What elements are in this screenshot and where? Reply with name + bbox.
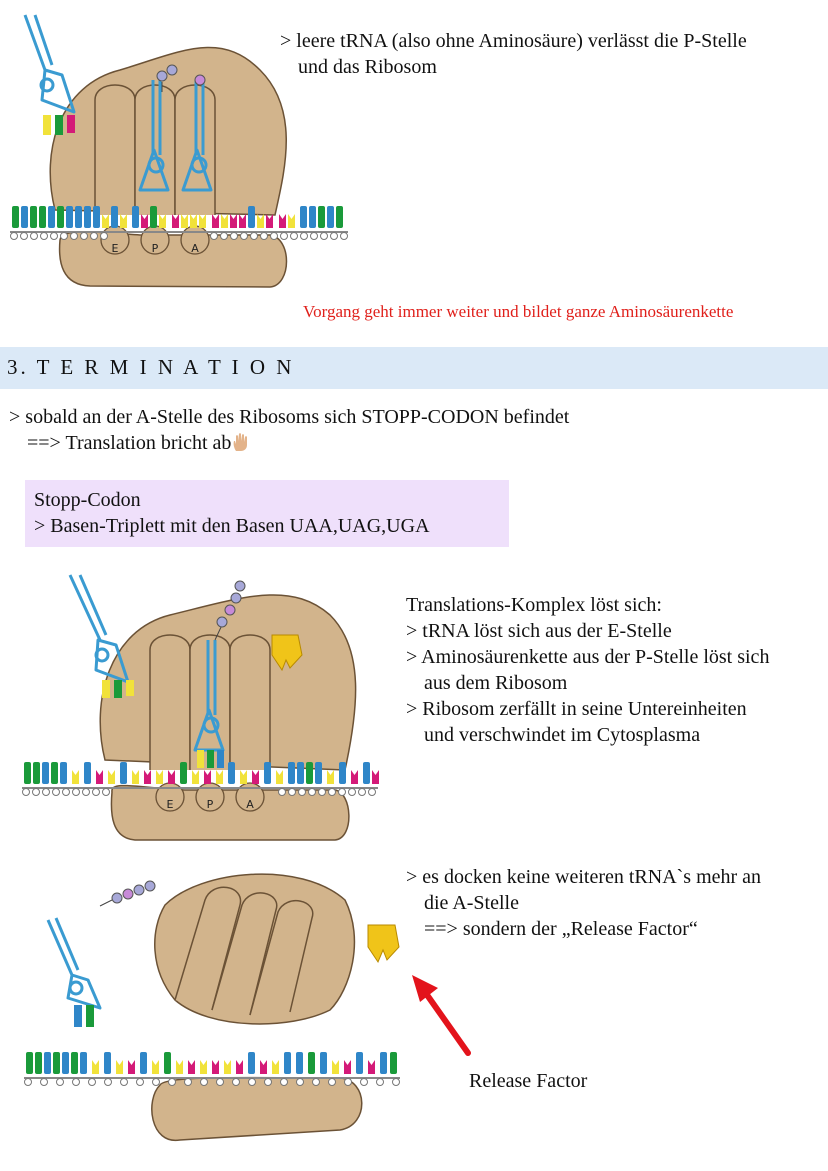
red-arrow-icon <box>412 975 468 1053</box>
complex-item-3: > Ribosom zerfällt in seine Untereinheiten <box>406 698 747 720</box>
definition-box <box>25 480 509 547</box>
release-line-1: > es docken keine weiteren tRNA`s mehr an <box>406 866 762 888</box>
site-e-label: E <box>111 242 119 255</box>
complex-item-2: > Aminosäurenkette aus der P-Stelle löst sich <box>406 646 770 668</box>
site-a-label: A <box>191 242 199 255</box>
complex-heading: Translations-Komplex löst sich: <box>406 594 662 616</box>
free-amino-chain <box>100 881 155 906</box>
release-line-2: die A-Stelle <box>424 892 519 914</box>
release-factor-label: Release Factor <box>469 1070 588 1092</box>
top-bullet: > leere tRNA (also ohne Aminosäure) verlässt die P-Stelle <box>280 30 747 52</box>
ribosome-small-detached <box>152 1078 362 1141</box>
definition-text: > Basen-Triplett mit den Basen UAA,UAG,UGA <box>34 515 430 537</box>
ribosome-small-subunit <box>60 232 287 287</box>
definition-title: Stopp-Codon <box>34 489 141 511</box>
diagram-termination <box>22 575 379 840</box>
section-header <box>0 347 828 389</box>
process-note: Vorgang geht immer weiter und bildet ganze Aminosäurenkette <box>303 302 734 321</box>
release-line-3: ==> sondern der „Release Factor“ <box>424 918 698 940</box>
complex-item-2-cont: aus dem Ribosom <box>424 672 568 694</box>
diagram-dissociation <box>24 874 468 1140</box>
intro-line-2 <box>27 430 251 456</box>
site-e-label-2: E <box>166 798 174 811</box>
raised-hand-icon <box>231 432 251 452</box>
section-title: 3. T E R M I N A T I O N <box>7 355 295 379</box>
site-p-label: P <box>151 242 159 255</box>
site-p-label-2: P <box>206 798 214 811</box>
release-factor-3 <box>368 925 399 962</box>
intro-line-1: > sobald an der A-Stelle des Ribosoms sich STOPP-CODON befindet <box>9 406 570 428</box>
complex-item-3-cont: und verschwindet im Cytosplasma <box>424 724 701 746</box>
top-bullet-cont: und das Ribosom <box>298 56 437 78</box>
intro-line-2-text: ==> Translation bricht ab <box>27 432 232 454</box>
trna-leaving <box>25 15 74 112</box>
site-a-label-2: A <box>246 798 254 811</box>
complex-item-1: > tRNA löst sich aus der E-Stelle <box>406 620 672 642</box>
